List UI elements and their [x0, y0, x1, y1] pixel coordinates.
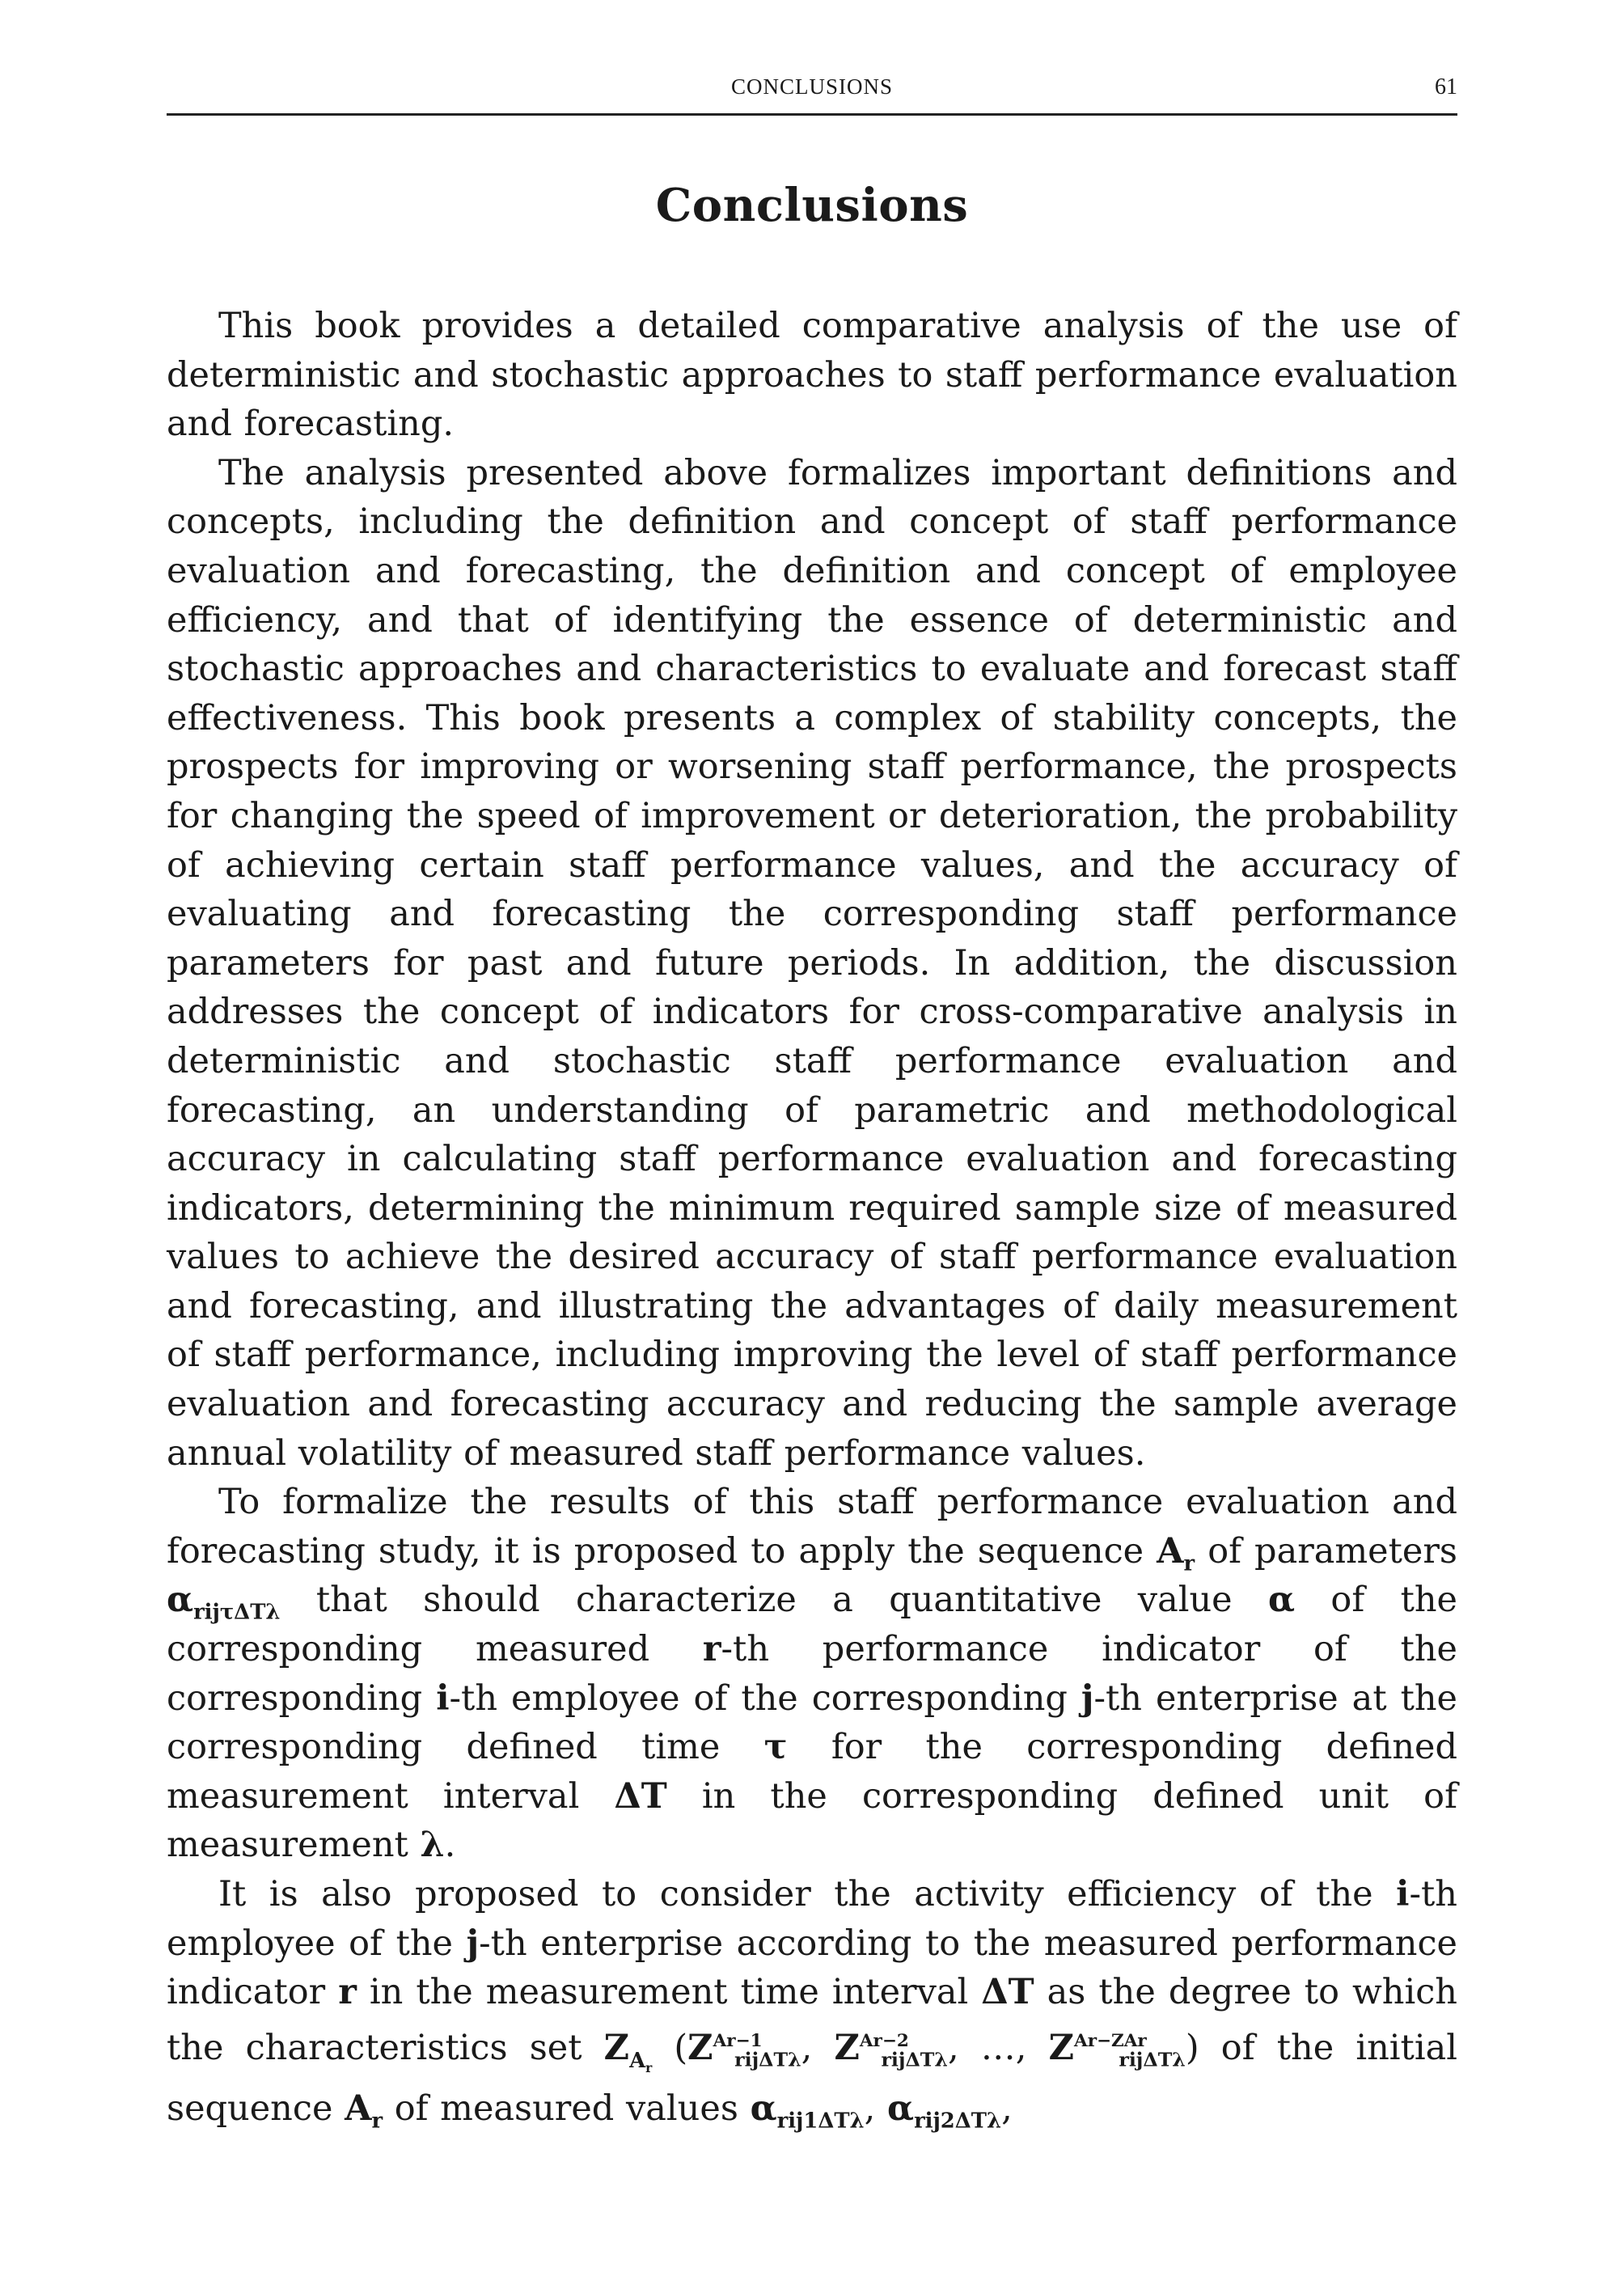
symbol-j: j	[1081, 1677, 1094, 1719]
symbol-characteristics-set: $Z_{A_r}$	[603, 2027, 653, 2075]
section-title: Conclusions	[655, 179, 969, 232]
text-run: ,	[801, 2027, 835, 2068]
text-run: ,	[864, 2088, 887, 2129]
text-run: as the degree to which the characteristics set	[167, 1972, 1457, 2068]
symbol-z-term-1: $Z^{Ar-1}rij\Delta T\lambda$	[687, 2027, 801, 2071]
text-run: (	[652, 2027, 688, 2068]
text-run: -th enterprise at the corresponding defined time	[167, 1677, 1457, 1768]
text-run: .	[444, 1825, 456, 1866]
text-run: To formalize the results of this staff performance evaluation and forecasting study, it is proposed to apply the sequence	[167, 1482, 1457, 1572]
text-run: It is also proposed to consider the activity efficiency of the	[218, 1874, 1397, 1914]
text-run: of measured values	[383, 2088, 751, 2129]
text-run: of the initial sequence	[167, 2027, 1457, 2129]
symbol-sequence: $A_r$	[1157, 1530, 1195, 1576]
symbol-alpha: α	[1267, 1580, 1296, 1621]
symbol-j: j	[466, 1923, 480, 1964]
symbol-i: i	[436, 1677, 450, 1719]
running-head: CONCLUSIONS	[730, 74, 894, 99]
text-run: , …,	[947, 2027, 1049, 2068]
page-number: 61	[1435, 74, 1457, 99]
symbol-delta-t: ΔT	[981, 1972, 1034, 2013]
symbol-r: r	[338, 1972, 357, 2013]
text-run: for the corresponding defined measurement interval	[167, 1727, 1457, 1817]
symbol-lambda: λ	[420, 1825, 445, 1866]
symbol-alpha-value-1: $\alpha_{rij1\Delta T\lambda}$	[750, 2088, 865, 2134]
symbol-r: r	[702, 1629, 721, 1670]
text-run: -th employee of the corresponding	[449, 1677, 1081, 1719]
text-run: -th enterprise according to the measured performance indicator	[167, 1923, 1457, 2013]
text-run: -th employee of the	[167, 1874, 1457, 1964]
symbol-alpha-value-2: $\alpha_{rij2\Delta T\lambda}$	[886, 2088, 1002, 2134]
text-run: in the corresponding defined unit of measurement	[167, 1775, 1457, 1866]
text-run: of parameters	[1195, 1530, 1457, 1572]
text-run: ,	[1001, 2088, 1013, 2129]
symbol-alpha-parameter: $\alpha_{rij\tau\Delta T\lambda}$	[167, 1580, 281, 1626]
page	[167, 71, 1457, 2133]
text-run: in the measurement time interval	[356, 1972, 982, 2013]
paragraph-1: This book provides a detailed comparative analysis of the use of deterministic and stochastic approaches to staff performance evaluation and forecasting.	[167, 306, 1457, 445]
symbol-i: i	[1396, 1874, 1410, 1914]
symbol-sequence: $A_r$	[345, 2088, 383, 2134]
text-run: of the corresponding measured	[167, 1580, 1457, 1670]
symbol-z-term-3: $Z^{Ar-ZAr}rij\Delta T\lambda$	[1048, 2027, 1186, 2071]
paragraph-3	[167, 1478, 1457, 1870]
paragraph-4	[167, 1870, 1457, 2133]
paragraph-2: The analysis presented above formalizes important definitions and concepts, including the definition and concept of staff performance evaluation and forecasting, the definition and concept of employee efficiency, and that of identifying the essence of deterministic and stochastic approaches and characteristics to evaluate and forecast staff effectiveness. This book presents a complex of stability concepts, the prospects for improving or worsening staff performance, the prospects for changing the speed of improvement or deterioration, the probability of achieving certain staff performance values, and the accuracy of evaluating and forecasting the corresponding staff performance parameters for past and future periods. In addition, the discussion addresses the concept of indicators for cross-comparative analysis in deterministic and stochastic staff performance evaluation and forecasting, an understanding of parametric and methodological accuracy in calculating staff performance evaluation and forecasting indicators, determining the minimum required sample size of measured values to achieve the desired accuracy of staff performance evaluation and forecasting, and illustrating the advantages of daily measurement of staff performance, including improving the level of staff performance evaluation and forecasting accuracy and reducing the sample average annual volatility of measured staff performance values.	[167, 452, 1457, 1474]
symbol-tau: τ	[763, 1727, 788, 1768]
page-header	[167, 71, 1457, 116]
text-run: -th performance indicator of the corresponding	[167, 1629, 1457, 1719]
symbol-delta-t: ΔT	[614, 1775, 667, 1817]
symbol-z-term-2: $Z^{Ar-2}rij\Delta T\lambda$	[834, 2027, 948, 2071]
text-run: that should characterize a quantitative value	[280, 1580, 1268, 1621]
text-run: )	[1185, 2027, 1199, 2068]
